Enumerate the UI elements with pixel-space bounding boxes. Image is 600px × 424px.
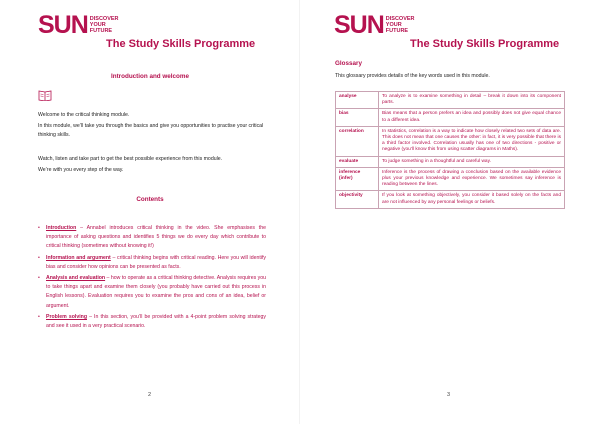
glossary-table — [335, 91, 565, 209]
page-number: 2 — [148, 392, 152, 398]
contents-link-analysis[interactable]: Analysis and evaluation — [46, 275, 106, 282]
page-number: 3 — [447, 392, 451, 398]
logo-tagline-line: YOUR — [89, 22, 106, 28]
table-row — [336, 109, 565, 126]
logo-tagline-line: FUTURE — [89, 28, 113, 34]
glossary-definition: In statistics, correlation is a way to indicate how closely related two sets of data are. This does not mean that one causes the other: in fact, it is very possible that there is a third factor involved. Correlation usually has one of two directions - positive or negative (you’ll know this from using scatter diagrams in Maths). — [379, 126, 565, 156]
intro-paragraph: Watch, listen and take part to get the best possible experience from this module. — [38, 156, 223, 162]
glossary-definition: Inference is the process of drawing a conclusion based on the available evidence plus your previous knowledge and experience. We sometimes say inference is reading between the lines. — [379, 167, 565, 191]
table-row — [336, 167, 565, 191]
contents-item: • Information and argument – critical thinking begins with critical reading. Here you will identify bias and consider how opinions can be presented as facts. — [38, 254, 266, 270]
contents-link-problem-solving[interactable]: Problem solving — [46, 313, 87, 320]
contents-item: • Problem solving – In this section, you’ll be provided with a 4-point problem solving strategy and see it used in a very practical scenario. — [38, 313, 267, 330]
glossary-definition: If you look at something objectively, you consider it based solely on the facts and are not influenced by any personal feelings or beliefs. — [379, 191, 565, 208]
intro-heading: Introduction and welcome — [110, 73, 190, 80]
contents-item-text: – Annabel introduces critical thinking in the video. She emphasises the importance of asking questions and identifies 5 things we do every day which contribute to critical thinking (sometimes without knowing it!) — [46, 225, 266, 250]
contents-list — [38, 224, 267, 333]
glossary-term: bias — [336, 109, 379, 126]
glossary-definition: Bias means that a person prefers an idea and possibly does not give equal chance to a different idea. — [379, 109, 565, 126]
contents-item: • Analysis and evaluation – how to operate as a critical thinking detective. Analysis requires you to take things apart and examine them closely (you probably have carried out this process in English lessons). Evaluation requires you to examine the pros and cons of an idea, belief or argument. — [38, 275, 267, 309]
contents-item-text: – In this section, you’ll be provided with a 4-point problem solving strategy and see it used in a very practical scenario. — [46, 313, 267, 330]
program-title: The Study Skills Programme — [106, 38, 256, 50]
glossary-definition: To analyze is to examine something in detail – break it down into its component parts. — [379, 92, 565, 109]
glossary-intro: This glossary provides details of the key words used in this module. — [335, 73, 490, 79]
book-icon — [38, 89, 52, 101]
intro-paragraph: Welcome to the critical thinking module. — [38, 112, 130, 118]
sun-logo — [334, 11, 415, 39]
contents-item-text: – how to operate as a critical thinking detective. Analysis requires you to take things apart and examine them closely (you probably have carried out this process in English lessons). Evaluation requires you to examine the pros and cons of an idea, belief or argument. — [46, 275, 267, 309]
logo-tagline-line: DISCOVER — [385, 16, 415, 22]
glossary-term: correlation — [336, 126, 379, 156]
table-row — [336, 191, 565, 208]
glossary-term: evaluate — [336, 156, 379, 167]
contents-heading: Contents — [136, 196, 164, 203]
logo-tagline — [386, 16, 415, 34]
contents-item-text: – critical thinking begins with critical reading. Here you will identify bias and consider how opinions can be presented as facts. — [46, 254, 266, 270]
page-right — [300, 0, 600, 424]
program-title: The Study Skills Programme — [410, 38, 560, 50]
intro-paragraph: We’re with you every step of the way. — [38, 167, 124, 173]
logo-tagline — [90, 16, 119, 34]
glossary-term: analyse — [336, 92, 379, 109]
table-row — [336, 156, 565, 167]
contents-link-information[interactable]: Information and argument — [46, 254, 111, 261]
sun-logo — [38, 11, 119, 39]
logo-sun-text: SUN — [334, 11, 384, 39]
glossary-term: objectivity — [336, 191, 379, 208]
logo-tagline-line: DISCOVER — [89, 16, 119, 22]
glossary-term: inference (infer) — [336, 167, 379, 191]
table-row — [336, 92, 565, 109]
contents-item: • Introduction – Annabel introduces critical thinking in the video. She emphasises the importance of asking questions and identifies 5 things we do every day which contribute to critical thinking (sometimes without knowing it!) — [38, 225, 266, 250]
logo-tagline-line: YOUR — [385, 22, 402, 28]
intro-paragraph: In this module, we’ll take you through the basics and give you opportunities to practise your critical thinking skills. — [38, 123, 264, 138]
logo-tagline-line: FUTURE — [385, 28, 409, 34]
glossary-definition: To judge something in a thoughtful and careful way. — [379, 156, 565, 167]
glossary-heading: Glossary — [335, 60, 362, 67]
logo-sun-text: SUN — [38, 11, 88, 39]
contents-link-introduction[interactable]: Introduction — [46, 225, 77, 231]
table-row — [336, 126, 565, 156]
